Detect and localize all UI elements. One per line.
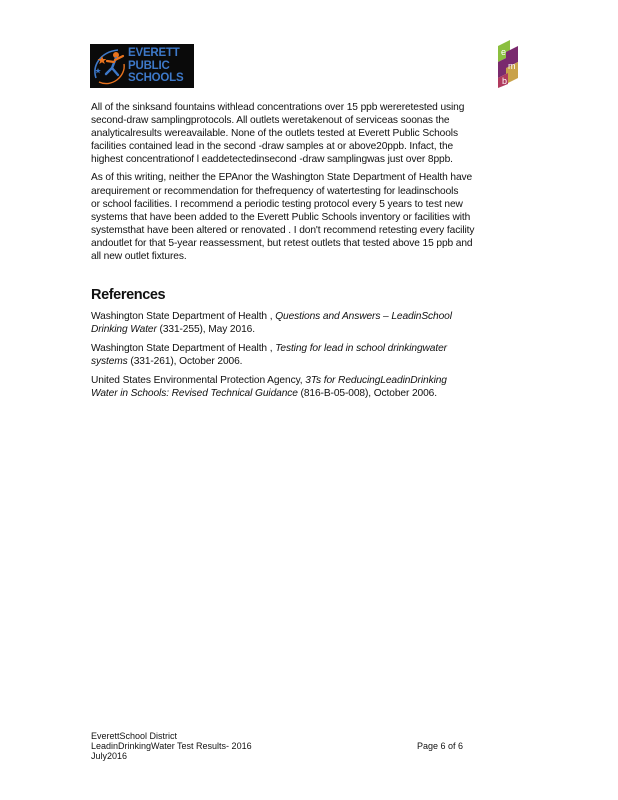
paragraph-line: analyticalresults wereavailable. None of the outlets tested at Everett Public Schools <box>91 128 458 140</box>
logo-line-1: EVERETT <box>128 47 180 59</box>
emb-letter-b: b <box>502 76 508 86</box>
paragraph-line: As of this writing, neither the EPAnor the Washington State Department of Health have <box>91 172 473 184</box>
references-heading: References <box>91 287 166 303</box>
reference-title: Questions and Answers – LeadinSchool <box>275 311 452 322</box>
body-text <box>91 101 521 268</box>
paragraph-line: or school facilities. I recommend a periodic testing protocol every 5 years to test new <box>91 198 463 210</box>
logo-wordmark <box>128 47 192 85</box>
page-number: Page 6 of 6 <box>417 741 464 751</box>
reference-title: Testing for lead in school drinkingwater <box>275 343 447 355</box>
paragraph-line: all new outlet fixtures. <box>91 251 187 263</box>
emb-logo <box>494 40 520 88</box>
paragraph-line: All of the sinksand fountains withlead concentrations over 15 ppb wereretested using <box>91 102 465 113</box>
reference-title: Water in Schools: Revised Technical Guidance <box>91 388 298 400</box>
emb-letter-m: m <box>508 61 516 71</box>
paragraph-line: highest concentrationof l eaddetectedinsecond -draw samplingwas just over 8ppb. <box>91 154 453 166</box>
reference-title: systems <box>91 356 128 368</box>
paragraph-line: systemsthat have been altered or renovated . I don't recommend retesting every facility <box>91 224 475 236</box>
reference-details: (816-B-05-008), October 2006. <box>297 388 437 400</box>
paragraph-line: andoutlet for that 5-year reassessment, but retest outlets that tested above 15 ppb and <box>91 237 473 249</box>
emb-letter-e: e <box>501 47 507 57</box>
paragraph-line: facilities contained lead in the second -draw samples at or above20ppb. Infact, the <box>91 141 454 153</box>
paragraph-recommendation <box>91 171 521 263</box>
footer-date: July2016 <box>91 751 128 761</box>
logo-line-2: PUBLIC <box>128 59 170 72</box>
everett-public-schools-logo <box>90 44 194 88</box>
reference-line <box>91 387 521 400</box>
reference-item <box>91 342 521 368</box>
reference-author: Washington State Department of Health , <box>91 343 276 355</box>
footer-report-title: LeadinDrinkingWater Test Results- 2016 <box>91 741 252 751</box>
reference-line <box>91 355 521 368</box>
logo-line-3: SCHOOLS <box>128 72 184 84</box>
reference-details: (331-261), October 2006. <box>127 356 243 368</box>
paragraph-retesting <box>91 101 521 166</box>
reference-details: (331-255), May 2016. <box>156 324 255 336</box>
reference-line <box>91 374 521 387</box>
references-list <box>91 310 521 407</box>
reference-line <box>91 323 521 336</box>
reference-line <box>91 310 521 323</box>
reference-author: United States Environmental Protection Agency, <box>91 375 306 387</box>
reference-item <box>91 310 521 336</box>
footer-district: EverettSchool District <box>91 731 178 741</box>
reference-author: Washington State Department of Health , <box>91 311 276 322</box>
reference-item <box>91 374 521 400</box>
paragraph-line: systems that have been added to the Everett Public Schools inventory or facilities with <box>91 211 471 223</box>
reference-title: Drinking Water <box>91 324 157 336</box>
reference-title: 3Ts for ReducingLeadinDrinking <box>305 375 447 387</box>
reference-line <box>91 342 521 355</box>
paragraph-line: second-draw samplingprotocols. All outlets weretakenout of serviceas soonas the <box>91 115 450 127</box>
page-footer <box>91 731 471 761</box>
paragraph-line: arequirement or recommendation for thefrequency of watertesting for leadinschools <box>91 185 459 197</box>
